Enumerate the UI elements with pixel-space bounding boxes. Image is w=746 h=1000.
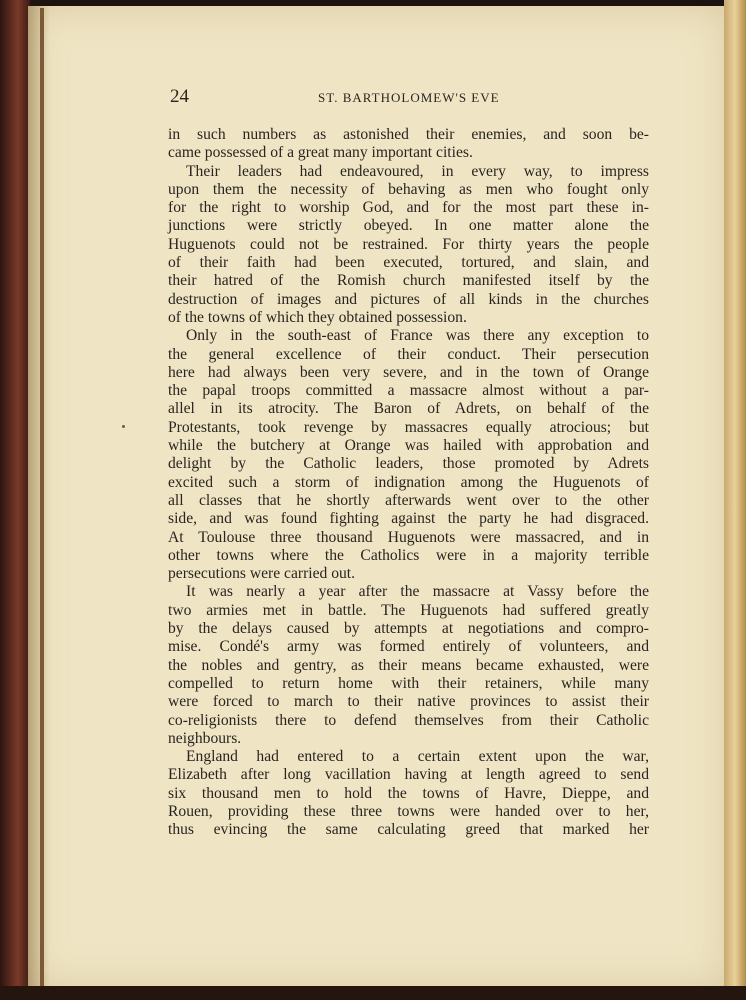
text-line: destruction of images and pictures of all kinds in the churches xyxy=(168,290,649,308)
text-line: by the delays caused by attempts at negotiations and compro- xyxy=(168,620,649,638)
text-line: came possessed of a great many important cities. xyxy=(168,144,473,162)
text-line: Elizabeth after long vacillation having at length agreed to send xyxy=(168,766,649,784)
text-line: Rouen, providing these three towns were handed over to her, xyxy=(168,802,649,820)
text-line: two armies met in battle. The Huguenots had suffered greatly xyxy=(168,601,649,619)
running-title: ST. BARTHOLOMEW'S EVE xyxy=(318,90,500,105)
text-line: the papal troops committed a massacre almost without a par- xyxy=(168,382,649,400)
text-line: Only in the south-east of France was there any exception to xyxy=(186,327,649,345)
text-line: for the right to worship God, and for the most part these in- xyxy=(168,199,649,217)
page-edge-right xyxy=(724,0,746,1000)
text-line: junctions were strictly obeyed. In one matter alone the xyxy=(168,217,649,235)
text-line: delight by the Catholic leaders, those promoted by Adrets xyxy=(168,455,649,473)
text-line: upon them the necessity of behaving as men who fought only xyxy=(168,180,649,198)
text-line: Protestants, took revenge by massacres equally atrocious; but xyxy=(168,418,649,436)
book-binding xyxy=(0,0,30,1000)
text-line: of the towns of which they obtained possession. xyxy=(168,308,467,326)
text-line: allel in its atrocity. The Baron of Adrets, on behalf of the xyxy=(168,400,649,418)
text-line: compelled to return home with their retainers, while many xyxy=(168,674,649,692)
text-line: while the butchery at Orange was hailed with approbation and xyxy=(168,437,649,455)
running-head xyxy=(170,86,648,108)
text-line: Huguenots could not be restrained. For thirty years the people xyxy=(168,235,649,253)
spine-edge xyxy=(40,8,44,988)
text-line: of their faith had been executed, tortured, and slain, and xyxy=(168,254,649,272)
gutter-shadow xyxy=(28,6,50,988)
text-line: the general excellence of their conduct. Their persecution xyxy=(168,345,649,363)
text-line: thus evincing the same calculating greed that marked her xyxy=(168,821,649,839)
text-line: excited such a storm of indignation among the Huguenots of xyxy=(168,473,649,491)
page-number: 24 xyxy=(170,86,189,107)
text-line: side, and was found fighting against the party he had disgraced. xyxy=(168,510,649,528)
text-line: all classes that he shortly afterwards went over to the other xyxy=(168,491,649,509)
body-text xyxy=(168,126,649,840)
text-line: persecutions were carried out. xyxy=(168,565,356,583)
text-line: neighbours. xyxy=(168,729,242,747)
text-line: the nobles and gentry, as their means became exhausted, were xyxy=(168,656,649,674)
text-line: It was nearly a year after the massacre at Vassy before the xyxy=(186,583,649,601)
page-edge-bottom xyxy=(0,986,746,1000)
text-line: mise. Condé's army was formed entirely of volunteers, and xyxy=(168,638,649,656)
text-line: in such numbers as astonished their enemies, and soon be- xyxy=(168,126,649,143)
text-line: Their leaders had endeavoured, in every way, to impress xyxy=(186,162,649,180)
text-line: their hatred of the Romish church manifested itself by the xyxy=(168,272,649,290)
text-line: six thousand men to hold the towns of Havre, Dieppe, and xyxy=(168,784,649,802)
margin-mark xyxy=(122,425,125,428)
text-line: other towns where the Catholics were in a majority terrible xyxy=(168,546,649,564)
text-line: England had entered to a certain extent upon the war, xyxy=(186,748,649,766)
text-line: At Toulouse three thousand Huguenots were massacred, and in xyxy=(168,528,649,546)
text-line: were forced to march to their native provinces to assist their xyxy=(168,693,649,711)
text-line: co-religionists there to defend themselves from their Catholic xyxy=(168,711,649,729)
text-line: here had always been very severe, and in the town of Orange xyxy=(168,363,649,381)
